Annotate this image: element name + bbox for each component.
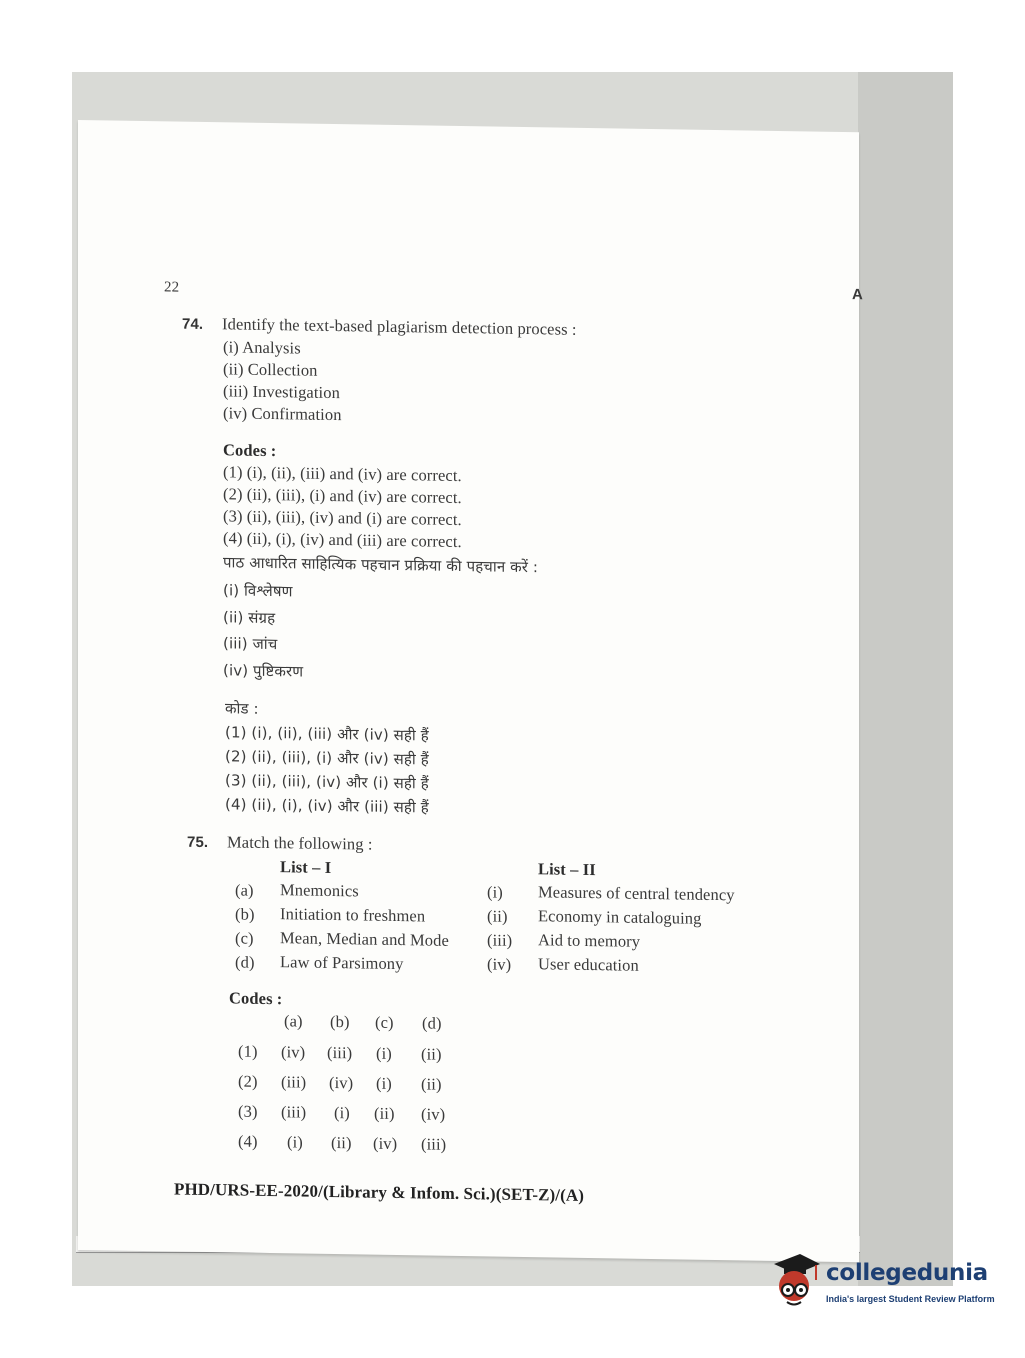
codes-header-cell: (c) bbox=[375, 1012, 394, 1032]
list-1-item: Initiation to freshmen bbox=[280, 904, 426, 926]
paper-code-footer: PHD/URS-EE-2020/(Library & Infom. Sci.)(SET-Z)/(A) bbox=[174, 1179, 585, 1205]
list-1-key: (a) bbox=[235, 880, 254, 900]
q74-hindi-codes-label: कोड : bbox=[225, 699, 259, 718]
q74-hindi-item: (iv) पुष्टिकरण bbox=[223, 661, 304, 681]
question-75-number: 75. bbox=[187, 833, 209, 852]
q74-codes-label: Codes : bbox=[223, 440, 277, 461]
codes-row-cell: (i) bbox=[376, 1043, 392, 1063]
q74-code-option: (2) (ii), (iii), (i) and (iv) are correct. bbox=[223, 484, 462, 508]
codes-row-cell: (ii) bbox=[421, 1044, 442, 1064]
codes-row-cell: (iv) bbox=[373, 1133, 398, 1154]
codes-row-option: (4) bbox=[238, 1131, 258, 1151]
codes-header-cell: (d) bbox=[422, 1013, 442, 1033]
list-1-key: (c) bbox=[235, 928, 254, 948]
codes-row-cell: (iii) bbox=[281, 1072, 307, 1092]
q74-item: (i) Analysis bbox=[223, 337, 301, 358]
mascot-icon bbox=[770, 1252, 822, 1316]
q74-item: (ii) Collection bbox=[223, 359, 318, 380]
list-2-header: List – II bbox=[538, 859, 596, 880]
list-1-key: (b) bbox=[235, 904, 255, 924]
codes-row-cell: (iv) bbox=[421, 1104, 446, 1124]
edge-letter: A bbox=[852, 286, 863, 304]
q74-hindi-question: पाठ आधारित साहित्यिक पहचान प्रक्रिया की पहचान करें : bbox=[223, 553, 538, 577]
q74-hindi-code-option: (4) (ii), (i), (iv) और (iii) सही हैं bbox=[225, 795, 429, 817]
question-74-number: 74. bbox=[182, 315, 204, 333]
codes-row-cell: (i) bbox=[334, 1103, 350, 1123]
list-1-header: List – I bbox=[280, 857, 332, 877]
list-1-key: (d) bbox=[235, 952, 255, 972]
scanner-edge-shadow bbox=[858, 72, 953, 1286]
codes-row-cell: (iv) bbox=[329, 1072, 354, 1093]
question-74-text: Identify the text-based plagiarism detection process : bbox=[222, 314, 577, 339]
q74-item: (iv) Confirmation bbox=[223, 403, 342, 425]
codes-row-cell: (iii) bbox=[281, 1102, 307, 1122]
q74-hindi-item: (ii) संग्रह bbox=[223, 608, 276, 628]
codes-header-cell: (b) bbox=[330, 1011, 350, 1032]
q74-item: (iii) Investigation bbox=[223, 381, 340, 403]
codes-row-option: (3) bbox=[238, 1101, 258, 1121]
codes-row-cell: (iii) bbox=[327, 1042, 353, 1063]
codes-row-cell: (i) bbox=[287, 1132, 303, 1152]
question-75-text: Match the following : bbox=[227, 832, 373, 854]
list-1-item: Law of Parsimony bbox=[280, 952, 404, 974]
list-2-key: (iii) bbox=[487, 930, 513, 950]
list-2-key: (iv) bbox=[487, 954, 512, 974]
codes-row-cell: (iii) bbox=[421, 1134, 447, 1154]
q74-hindi-code-option: (1) (i), (ii), (iii) और (iv) सही हैं bbox=[225, 723, 429, 745]
q74-code-option: (1) (i), (ii), (iii) and (iv) are correct. bbox=[223, 462, 462, 486]
q74-hindi-item: (iii) जांच bbox=[223, 634, 278, 654]
codes-row-option: (2) bbox=[238, 1071, 258, 1091]
list-2-key: (i) bbox=[487, 882, 503, 902]
q74-hindi-code-option: (3) (ii), (iii), (iv) और (i) सही हैं bbox=[225, 771, 429, 793]
collegedunia-watermark bbox=[770, 1252, 995, 1316]
codes-row-cell: (ii) bbox=[421, 1074, 442, 1094]
page-number: 22 bbox=[164, 279, 180, 296]
codes-row-cell: (ii) bbox=[374, 1103, 395, 1123]
codes-row-cell: (ii) bbox=[331, 1132, 352, 1153]
codes-header-cell: (a) bbox=[284, 1011, 303, 1031]
list-2-item: User education bbox=[538, 954, 639, 975]
watermark-brand-name: collegedunia bbox=[826, 1260, 988, 1286]
q74-code-option: (4) (ii), (i), (iv) and (iii) are correct. bbox=[223, 528, 462, 552]
q75-codes-label: Codes : bbox=[229, 988, 283, 1009]
q74-hindi-item: (i) विश्लेषण bbox=[223, 581, 293, 601]
codes-row-cell: (iv) bbox=[281, 1042, 306, 1062]
list-1-item: Mnemonics bbox=[280, 880, 359, 901]
exam-page bbox=[78, 120, 863, 1262]
codes-row-cell: (i) bbox=[376, 1073, 392, 1093]
list-1-item: Mean, Median and Mode bbox=[280, 928, 449, 950]
q74-hindi-code-option: (2) (ii), (iii), (i) और (iv) सही हैं bbox=[225, 747, 429, 769]
codes-row-option: (1) bbox=[238, 1041, 258, 1061]
list-2-item: Measures of central tendency bbox=[538, 882, 735, 905]
watermark-tagline: India's largest Student Review Platform bbox=[826, 1294, 995, 1304]
list-2-key: (ii) bbox=[487, 906, 508, 926]
list-2-item: Economy in cataloguing bbox=[538, 906, 702, 928]
list-2-item: Aid to memory bbox=[538, 930, 641, 951]
q74-code-option: (3) (ii), (iii), (iv) and (i) are correct. bbox=[223, 506, 462, 530]
